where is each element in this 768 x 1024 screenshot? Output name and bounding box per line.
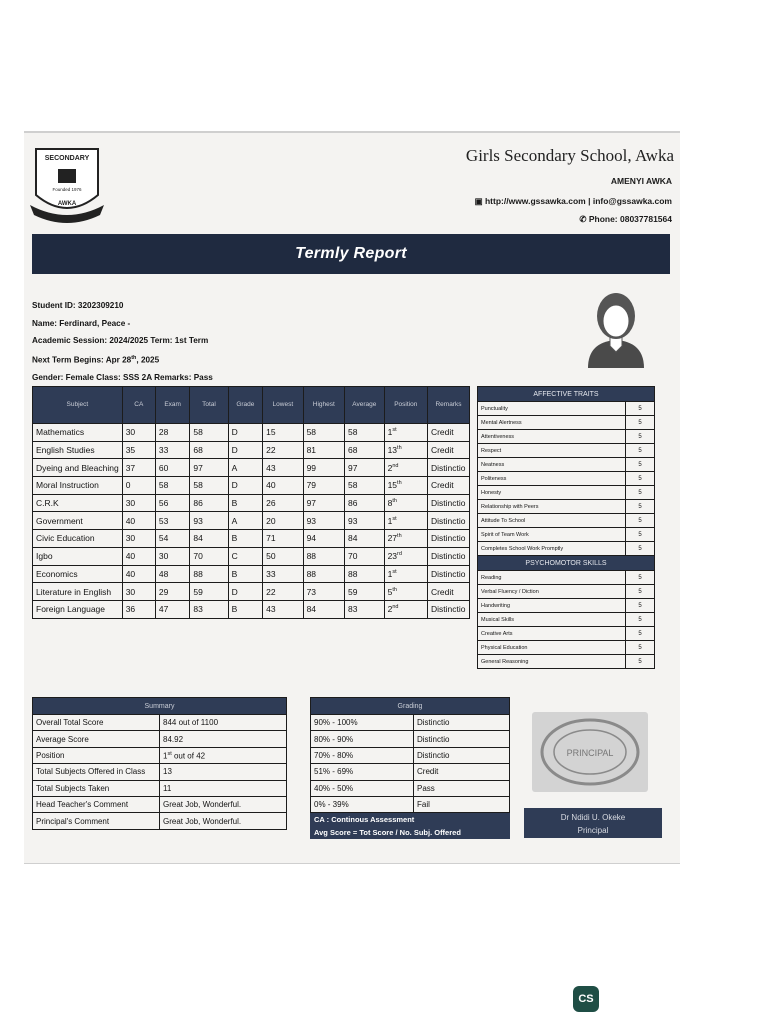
trait-name: Spirit of Team Work [478, 528, 626, 542]
subject-row [33, 600, 470, 618]
subject-row [33, 477, 470, 495]
cell-ca: 37 [122, 459, 155, 477]
trait-score: 5 [626, 571, 655, 585]
cell-exam: 30 [155, 547, 189, 565]
trait-score: 5 [626, 444, 655, 458]
cell-total: 97 [190, 459, 228, 477]
subjects-table [32, 386, 470, 619]
cell-ca: 35 [122, 441, 155, 459]
cell-name: Literature in English [33, 583, 123, 601]
subject-row [33, 459, 470, 477]
school-name: Girls Secondary School, Awka [465, 146, 674, 165]
cell-total: 68 [190, 441, 228, 459]
summary-row: Average Score 84.92 [33, 731, 287, 747]
grading-row [311, 780, 510, 796]
trait-score: 5 [626, 500, 655, 514]
cell-ca: 30 [122, 494, 155, 512]
trait-name: Punctuality [478, 402, 626, 416]
cell-avg: 58 [344, 477, 384, 495]
cell-name: Economics [33, 565, 123, 583]
col-total: Total [190, 387, 228, 424]
trait-score: 5 [626, 472, 655, 486]
cell-avg: 86 [344, 494, 384, 512]
cell-remark: Credit [427, 441, 469, 459]
trait-score: 5 [626, 613, 655, 627]
grading-row [311, 715, 510, 731]
grading-table [310, 697, 510, 839]
cell-remark: Distinctio [427, 547, 469, 565]
col-grade: Grade [228, 387, 263, 424]
trait-row [478, 585, 655, 599]
trait-name: General Reasoning [478, 655, 626, 669]
trait-row [478, 444, 655, 458]
cell-ca: 40 [122, 512, 155, 530]
trait-name: Relationship with Peers [478, 500, 626, 514]
subjects-header-row [33, 387, 470, 424]
trait-name: Politeness [478, 472, 626, 486]
cell-ca: 0 [122, 477, 155, 495]
trait-row [478, 514, 655, 528]
cell-avg: 83 [344, 600, 384, 618]
cell-ca: 40 [122, 547, 155, 565]
cell-grade: A [228, 459, 263, 477]
grading-title: Grading [311, 698, 510, 715]
trait-row [478, 627, 655, 641]
cell-avg: 70 [344, 547, 384, 565]
trait-row [478, 528, 655, 542]
cell-name: Mathematics [33, 424, 123, 442]
summary-row: Head Teacher's Comment Great Job, Wonderful. [33, 796, 287, 812]
cell-high: 99 [303, 459, 344, 477]
trait-name: Honesty [478, 486, 626, 500]
student-id: Student ID: 3202309210 [32, 301, 124, 310]
principal-title: Principal [577, 826, 609, 835]
cell-position: 13th [384, 441, 427, 459]
cell-position: 5th [384, 583, 427, 601]
camscanner-badge[interactable]: CS [573, 986, 599, 1012]
school-contact[interactable]: ▣ http://www.gssawka.com | info@gssawka.com [474, 196, 672, 206]
cell-low: 50 [263, 547, 303, 565]
trait-name: Reading [478, 571, 626, 585]
cell-exam: 58 [155, 477, 189, 495]
cell-remark: Distinctio [427, 565, 469, 583]
summary-row: Overall Total Score 844 out of 1100 [33, 715, 287, 731]
cell-low: 22 [263, 441, 303, 459]
grade-range: 51% - 69% [311, 764, 414, 780]
cell-low: 43 [263, 600, 303, 618]
trait-row [478, 486, 655, 500]
student-name: Name: Ferdinard, Peace - [32, 318, 131, 328]
cell-high: 97 [303, 494, 344, 512]
trait-name: Handwriting [478, 599, 626, 613]
trait-score: 5 [626, 599, 655, 613]
cell-low: 22 [263, 583, 303, 601]
trait-row [478, 416, 655, 430]
cell-position: 1st [384, 512, 427, 530]
principal-signature-block [524, 808, 662, 838]
cell-name: Foreign Language [33, 600, 123, 618]
cell-name: Moral Instruction [33, 477, 123, 495]
cell-name: Civic Education [33, 530, 123, 548]
cell-grade: B [228, 600, 263, 618]
cell-high: 88 [303, 547, 344, 565]
traits-body [478, 387, 655, 669]
cell-avg: 58 [344, 424, 384, 442]
cell-exam: 54 [155, 530, 189, 548]
cell-high: 58 [303, 424, 344, 442]
col-position: Position [384, 387, 427, 424]
cell-position: 23rd [384, 547, 427, 565]
student-avatar-icon [584, 286, 648, 368]
cell-ca: 40 [122, 565, 155, 583]
summary-row: Total Subjects Offered in Class 13 [33, 764, 287, 780]
trait-row [478, 542, 655, 556]
trait-score: 5 [626, 528, 655, 542]
grading-row [311, 796, 510, 812]
cell-position: 27th [384, 530, 427, 548]
summary-title: Summary [33, 698, 287, 715]
summary-row: Position 1st out of 42 [33, 747, 287, 763]
grading-row [311, 764, 510, 780]
cell-total: 84 [190, 530, 228, 548]
trait-row [478, 472, 655, 486]
cell-position: 1st [384, 565, 427, 583]
cell-ca: 30 [122, 583, 155, 601]
cell-total: 83 [190, 600, 228, 618]
school-stamp [532, 712, 648, 792]
cell-avg: 93 [344, 512, 384, 530]
svg-text:SECONDARY: SECONDARY [44, 155, 90, 162]
cell-exam: 29 [155, 583, 189, 601]
cell-total: 59 [190, 583, 228, 601]
col-highest: Highest [303, 387, 344, 424]
trait-row [478, 641, 655, 655]
summary-table [32, 697, 287, 830]
cell-avg: 59 [344, 583, 384, 601]
cell-high: 73 [303, 583, 344, 601]
subject-row [33, 530, 470, 548]
subject-row [33, 512, 470, 530]
subject-row [33, 565, 470, 583]
cell-position: 2nd [384, 600, 427, 618]
cell-high: 94 [303, 530, 344, 548]
cell-exam: 53 [155, 512, 189, 530]
trait-row [478, 599, 655, 613]
cell-remark: Distinctio [427, 530, 469, 548]
trait-score: 5 [626, 641, 655, 655]
grade-range: 70% - 80% [311, 747, 414, 763]
subject-row [33, 441, 470, 459]
cell-high: 84 [303, 600, 344, 618]
trait-row [478, 613, 655, 627]
trait-name: Musical Skills [478, 613, 626, 627]
cell-total: 86 [190, 494, 228, 512]
cell-name: Government [33, 512, 123, 530]
cell-ca: 36 [122, 600, 155, 618]
avg-note: Avg Score = Tot Score / No. Subj. Offered [311, 826, 510, 839]
trait-name: Mental Alertness [478, 416, 626, 430]
grade-range: 80% - 90% [311, 731, 414, 747]
cell-remark: Credit [427, 477, 469, 495]
cell-ca: 30 [122, 424, 155, 442]
grade-remark: Pass [414, 780, 510, 796]
trait-score: 5 [626, 514, 655, 528]
cell-total: 58 [190, 424, 228, 442]
col-remarks: Remarks [427, 387, 469, 424]
trait-score: 5 [626, 402, 655, 416]
grade-range: 0% - 39% [311, 796, 414, 812]
trait-row [478, 402, 655, 416]
trait-score: 5 [626, 655, 655, 669]
subject-row [33, 494, 470, 512]
trait-name: Attitude To School [478, 514, 626, 528]
report-title-banner [32, 234, 670, 274]
cell-exam: 48 [155, 565, 189, 583]
cell-grade: D [228, 477, 263, 495]
trait-row [478, 655, 655, 669]
cell-high: 88 [303, 565, 344, 583]
cell-exam: 56 [155, 494, 189, 512]
cell-high: 79 [303, 477, 344, 495]
cell-grade: B [228, 565, 263, 583]
cell-grade: D [228, 583, 263, 601]
cell-total: 88 [190, 565, 228, 583]
grade-remark: Distinctio [414, 731, 510, 747]
subject-row [33, 583, 470, 601]
summary-row: Total Subjects Taken 11 [33, 780, 287, 796]
psychomotor-skills-header: PSYCHOMOTOR SKILLS [478, 556, 655, 571]
cell-name: English Studies [33, 441, 123, 459]
grade-remark: Fail [414, 796, 510, 812]
cell-grade: B [228, 494, 263, 512]
ca-note: CA : Continous Assessment [311, 813, 510, 826]
cell-low: 33 [263, 565, 303, 583]
cell-exam: 28 [155, 424, 189, 442]
report-title: Termly Report [295, 245, 407, 262]
subject-row [33, 424, 470, 442]
grade-range: 90% - 100% [311, 715, 414, 731]
cell-remark: Distinctio [427, 512, 469, 530]
cell-low: 40 [263, 477, 303, 495]
cell-avg: 68 [344, 441, 384, 459]
trait-score: 5 [626, 458, 655, 472]
cell-total: 70 [190, 547, 228, 565]
trait-row [478, 500, 655, 514]
cell-grade: B [228, 530, 263, 548]
grade-range: 40% - 50% [311, 780, 414, 796]
cell-avg: 88 [344, 565, 384, 583]
cell-name: Igbo [33, 547, 123, 565]
summary-row: Principal's Comment Great Job, Wonderful. [33, 813, 287, 829]
principal-name: Dr Ndidi U. Okeke [560, 813, 626, 822]
cell-low: 71 [263, 530, 303, 548]
trait-score: 5 [626, 585, 655, 599]
cell-remark: Credit [427, 424, 469, 442]
trait-name: Completes School Work Promptly [478, 542, 626, 556]
trait-name: Neatness [478, 458, 626, 472]
trait-name: Physical Education [478, 641, 626, 655]
cell-grade: A [228, 512, 263, 530]
school-logo [28, 143, 106, 223]
cell-high: 81 [303, 441, 344, 459]
trait-row [478, 571, 655, 585]
trait-score: 5 [626, 416, 655, 430]
cell-low: 15 [263, 424, 303, 442]
trait-name: Respect [478, 444, 626, 458]
trait-row [478, 430, 655, 444]
svg-text:PRINCIPAL: PRINCIPAL [566, 748, 614, 758]
cell-exam: 47 [155, 600, 189, 618]
col-lowest: Lowest [263, 387, 303, 424]
grading-row [311, 747, 510, 763]
school-phone: ✆ Phone: 08037781564 [579, 214, 672, 224]
cell-exam: 60 [155, 459, 189, 477]
phone-icon: ✆ [579, 214, 589, 224]
student-info [32, 297, 213, 386]
cell-name: C.R.K [33, 494, 123, 512]
cell-position: 2nd [384, 459, 427, 477]
col-ca: CA [122, 387, 155, 424]
grade-remark: Distinctio [414, 715, 510, 731]
grade-remark: Credit [414, 764, 510, 780]
stamp-seal-icon [532, 712, 648, 792]
cell-total: 58 [190, 477, 228, 495]
cell-remark: Distinctio [427, 600, 469, 618]
cell-name: Dyeing and Bleaching [33, 459, 123, 477]
svg-text:Founded 1976: Founded 1976 [52, 187, 82, 192]
cell-low: 20 [263, 512, 303, 530]
cell-exam: 33 [155, 441, 189, 459]
next-term: Next Term Begins: Apr 28th, 2025 [32, 354, 160, 365]
gender-class-remarks: Gender: Female Class: SSS 2A Remarks: Pass [32, 372, 213, 382]
trait-name: Verbal Fluency / Diction [478, 585, 626, 599]
cell-ca: 30 [122, 530, 155, 548]
subjects-body [33, 424, 470, 619]
cell-grade: D [228, 424, 263, 442]
cell-low: 26 [263, 494, 303, 512]
traits-table [477, 386, 655, 669]
trait-name: Creative Arts [478, 627, 626, 641]
affective-traits-header: AFFECTIVE TRAITS [478, 387, 655, 402]
cell-position: 8th [384, 494, 427, 512]
cell-remark: Distinctio [427, 459, 469, 477]
academic-session: Academic Session: 2024/2025 Term: 1st Term [32, 336, 209, 345]
cell-avg: 84 [344, 530, 384, 548]
grading-row [311, 731, 510, 747]
cell-remark: Credit [427, 583, 469, 601]
trait-name: Attentiveness [478, 430, 626, 444]
school-location: AMENYI AWKA [610, 176, 672, 186]
cell-position: 1st [384, 424, 427, 442]
trait-score: 5 [626, 542, 655, 556]
trait-score: 5 [626, 430, 655, 444]
trait-score: 5 [626, 627, 655, 641]
cell-avg: 97 [344, 459, 384, 477]
col-subject: Subject [33, 387, 123, 424]
cell-low: 43 [263, 459, 303, 477]
cell-high: 93 [303, 512, 344, 530]
trait-row [478, 458, 655, 472]
grading-body [311, 715, 510, 813]
grade-remark: Distinctio [414, 747, 510, 763]
cell-total: 93 [190, 512, 228, 530]
col-average: Average [344, 387, 384, 424]
cell-remark: Distinctio [427, 494, 469, 512]
cell-grade: D [228, 441, 263, 459]
cell-grade: C [228, 547, 263, 565]
col-exam: Exam [155, 387, 189, 424]
subject-row [33, 547, 470, 565]
cell-position: 15th [384, 477, 427, 495]
svg-text:AWKA: AWKA [57, 201, 77, 207]
monitor-icon: ▣ [474, 196, 485, 206]
trait-score: 5 [626, 486, 655, 500]
